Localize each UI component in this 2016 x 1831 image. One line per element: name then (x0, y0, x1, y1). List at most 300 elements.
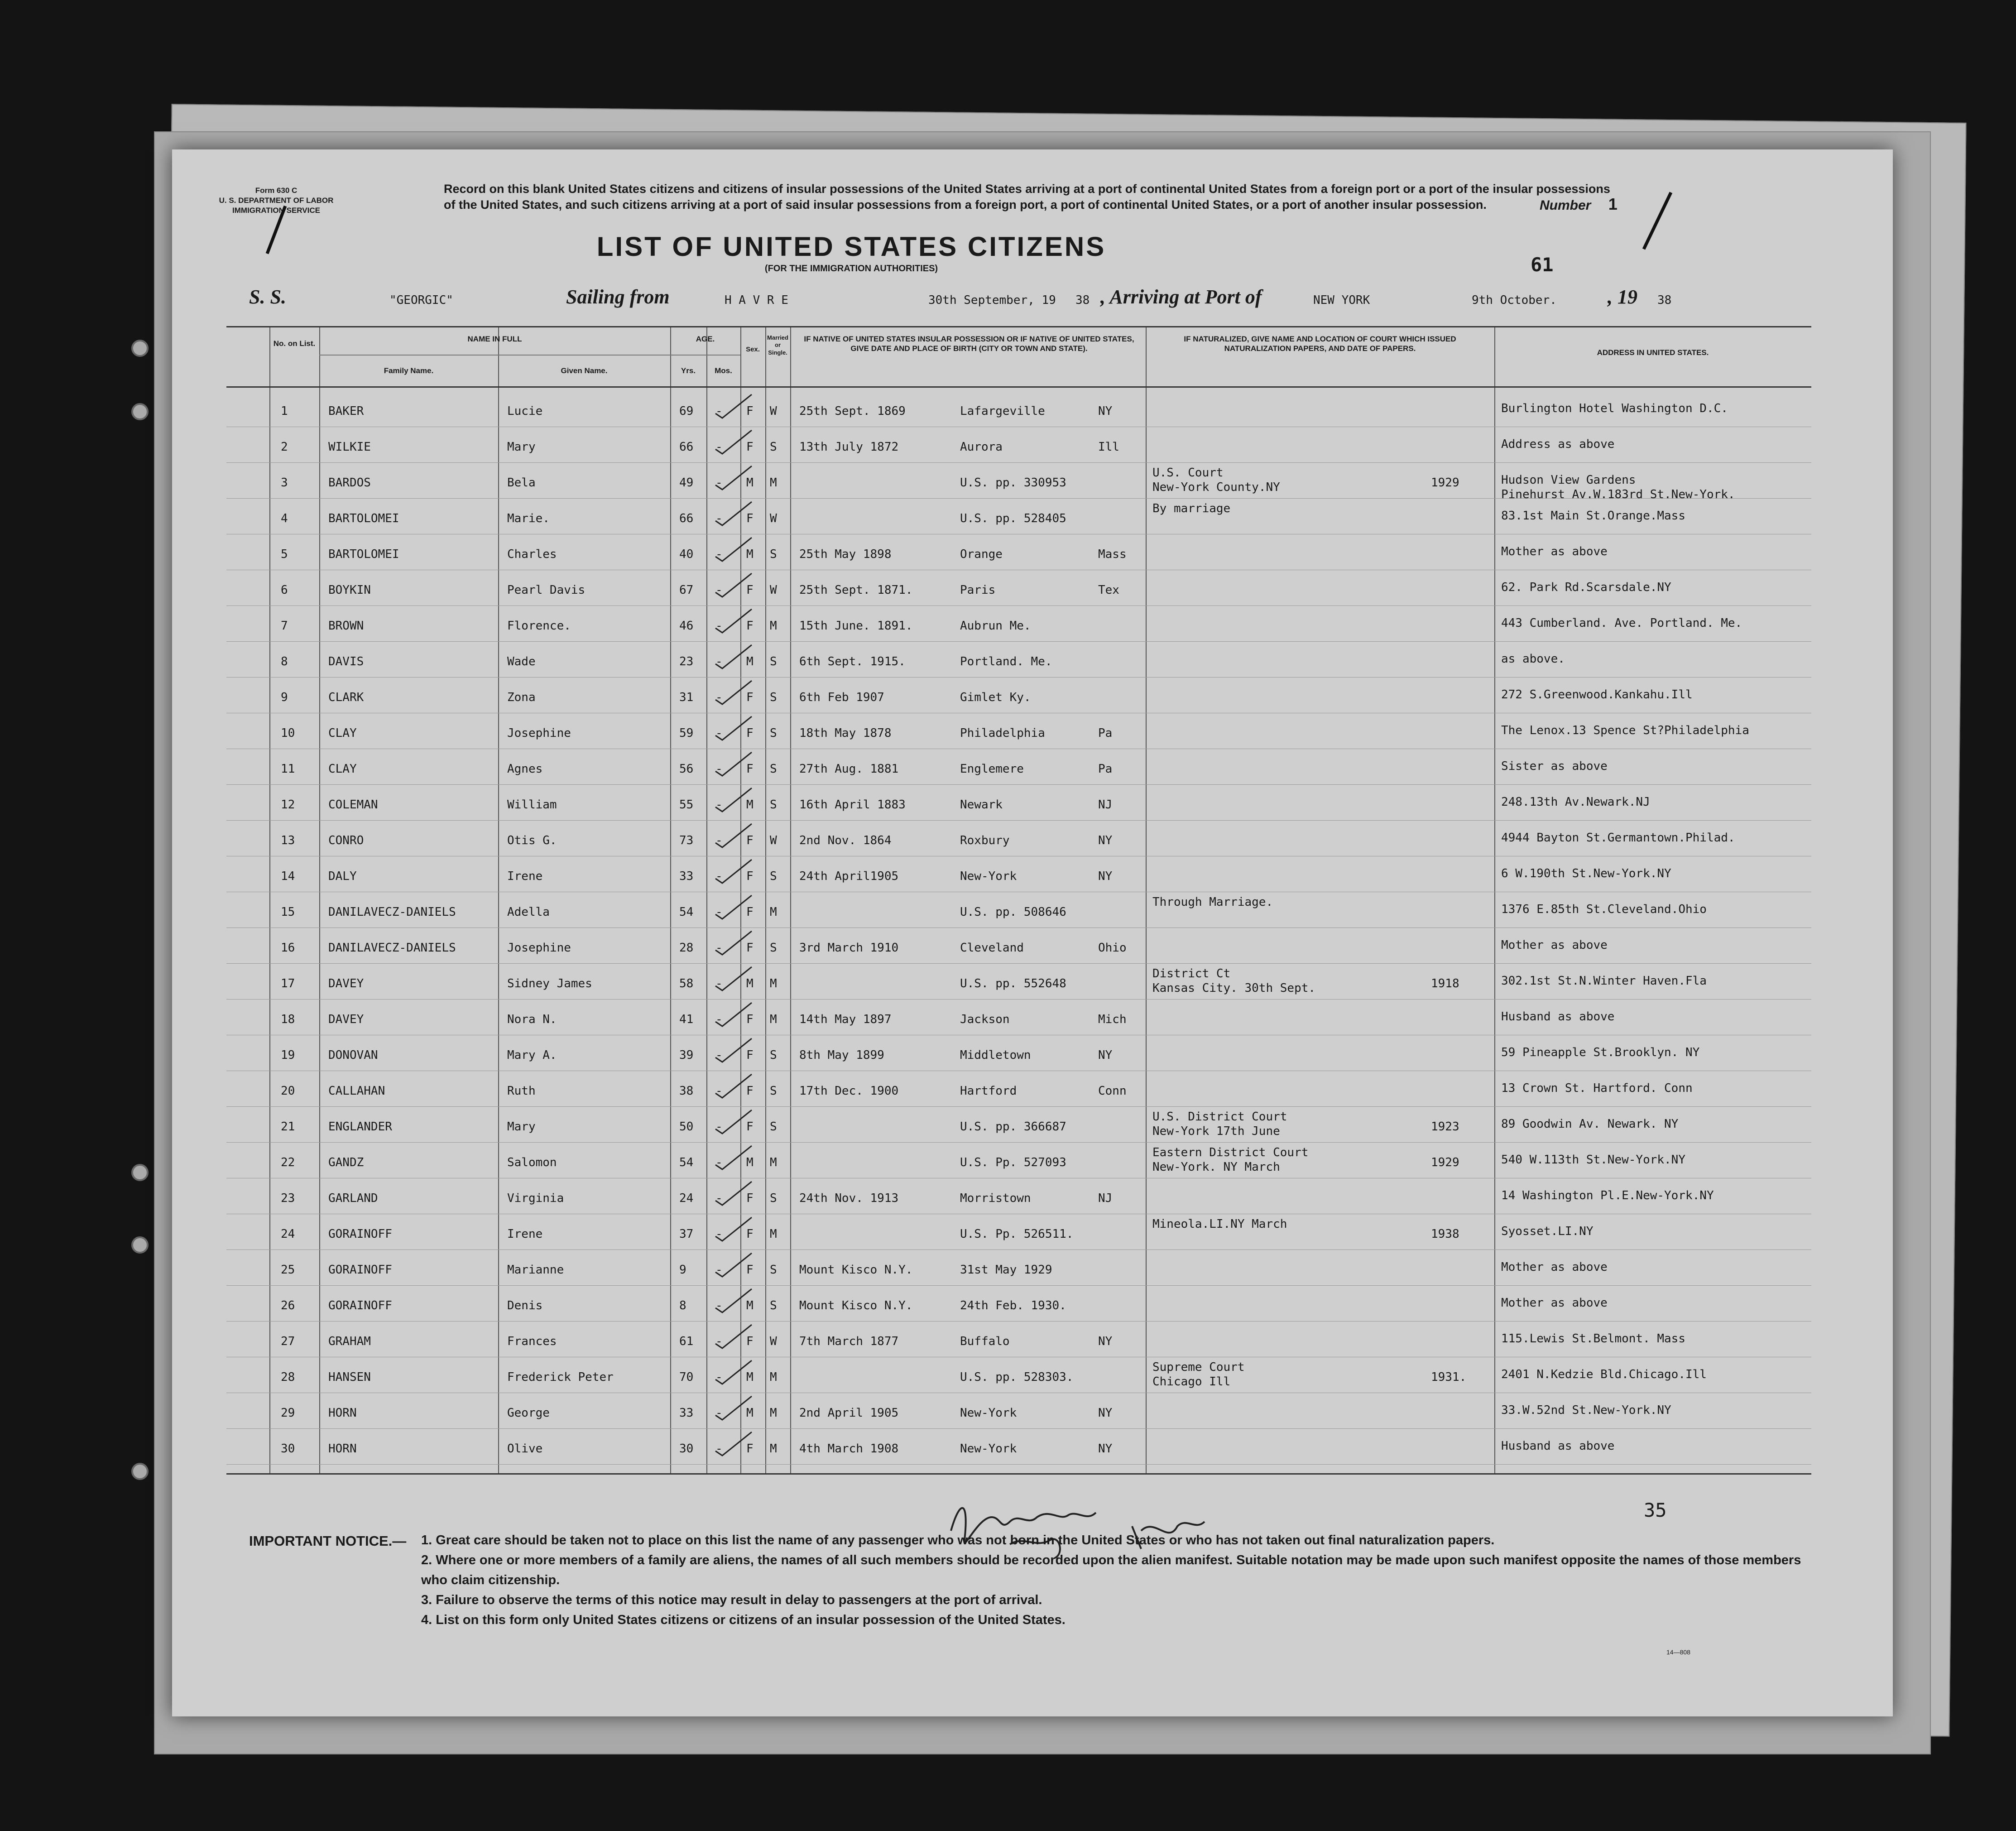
birth-date: Mount Kisco N.Y. (799, 1263, 913, 1277)
birth-place: Jackson (960, 1013, 1010, 1026)
address: 443 Cumberland. Ave. Portland. Me. (1501, 616, 1742, 630)
birth-date: 4th March 1908 (799, 1442, 899, 1456)
family-name: CALLAHAN (328, 1084, 385, 1098)
naturalization-court: U.S. Court (1152, 466, 1224, 480)
address: as above. (1501, 652, 1565, 666)
marital-status: S (770, 1192, 777, 1205)
sex: F (746, 870, 754, 883)
birth-place: Middletown (960, 1048, 1031, 1062)
marital-status: S (770, 548, 777, 561)
sex: M (746, 1370, 754, 1384)
birth-place: U.S. pp. 330953 (960, 476, 1066, 490)
naturalization-court: Mineola.LI.NY March (1152, 1217, 1287, 1231)
row-number: 11 (281, 762, 295, 776)
document-page (172, 149, 1893, 1716)
row-number: 22 (281, 1156, 295, 1169)
age-months: - (715, 1227, 723, 1241)
given-name: Zona (507, 691, 536, 704)
address: 33.W.52nd St.New-York.NY (1501, 1403, 1671, 1417)
number-field (1540, 195, 1618, 214)
age-years: 49 (679, 476, 694, 490)
birth-place: Orange (960, 548, 1003, 561)
given-name: Lucie (507, 404, 543, 418)
birth-place: Englemere (960, 762, 1024, 776)
address: 248.13th Av.Newark.NJ (1501, 795, 1650, 809)
row-number: 17 (281, 977, 295, 990)
sex: F (746, 1048, 754, 1062)
age-months: - (715, 1156, 723, 1169)
port-from: H A V R E (725, 293, 788, 307)
age-months: - (715, 1335, 723, 1348)
row-divider (226, 1321, 1811, 1322)
sex: M (746, 1406, 754, 1420)
birth-place: Lafargeville (960, 404, 1045, 418)
check-mark-icon (713, 999, 754, 1031)
birth-state: Ill (1098, 440, 1119, 454)
address: Syosset.LI.NY (1501, 1225, 1594, 1238)
sex: F (746, 1227, 754, 1241)
arriving-label: , Arriving at Port of (1100, 286, 1262, 308)
age-months: - (715, 762, 723, 776)
row-number: 7 (281, 619, 288, 633)
age-months: - (715, 1013, 723, 1026)
address: 302.1st St.N.Winter Haven.Fla (1501, 974, 1707, 988)
check-mark-icon (713, 391, 754, 423)
row-number: 12 (281, 798, 295, 812)
row-number: 5 (281, 548, 288, 561)
birth-place: U.S. Pp. 527093 (960, 1156, 1066, 1169)
check-mark-icon (713, 606, 754, 637)
age-years: 59 (679, 726, 694, 740)
header-married-single: Married or Single. (767, 334, 788, 356)
sex: F (746, 583, 754, 597)
age-years: 9 (679, 1263, 686, 1277)
family-name: HORN (328, 1406, 357, 1420)
birth-place: Newark (960, 798, 1003, 812)
address: Sister as above (1501, 759, 1608, 773)
age-months: - (715, 1192, 723, 1205)
check-mark-icon (713, 856, 754, 888)
year-label-to: , 19 (1608, 286, 1637, 308)
address: Husband as above (1501, 1010, 1615, 1024)
age-months: - (715, 1120, 723, 1134)
row-divider (226, 1428, 1811, 1429)
date-to: 9th October. (1472, 293, 1557, 307)
form-service: IMMIGRATION SERVICE (232, 206, 320, 215)
birth-state: Mich (1098, 1013, 1127, 1026)
age-years: 37 (679, 1227, 694, 1241)
sex: M (746, 655, 754, 668)
marital-status: M (770, 905, 777, 919)
row-number: 6 (281, 583, 288, 597)
naturalization-location: Kansas City. 30th Sept. (1152, 981, 1316, 995)
age-years: 33 (679, 1406, 694, 1420)
birth-place: Roxbury (960, 834, 1010, 847)
given-name: Frederick Peter (507, 1370, 614, 1384)
family-name: BARTOLOMEI (328, 548, 399, 561)
header-yrs: Yrs. (681, 366, 696, 375)
age-months: - (715, 1370, 723, 1384)
birth-date: 25th Sept. 1869 (799, 404, 906, 418)
sex: M (746, 1299, 754, 1312)
marital-status: M (770, 1370, 777, 1384)
family-name: WILKIE (328, 440, 371, 454)
age-years: 31 (679, 691, 694, 704)
birth-date: 24th Nov. 1913 (799, 1192, 899, 1205)
sex: F (746, 762, 754, 776)
family-name: DANILAVECZ-DANIELS (328, 941, 456, 955)
age-years: 23 (679, 655, 694, 668)
given-name: Pearl Davis (507, 583, 586, 597)
marital-status: M (770, 1442, 777, 1456)
naturalization-court: Eastern District Court (1152, 1146, 1309, 1159)
birth-state: NY (1098, 1335, 1113, 1348)
check-mark-icon (713, 1106, 754, 1138)
birth-state: Ohio (1098, 941, 1127, 955)
birth-state: NY (1098, 1406, 1113, 1420)
birth-place: Portland. Me. (960, 655, 1052, 668)
birth-state: NY (1098, 834, 1113, 847)
sex: F (746, 1120, 754, 1134)
address-line-2: Pinehurst Av.W.183rd St.New-York. (1501, 488, 1735, 501)
family-name: GORAINOFF (328, 1227, 392, 1241)
family-name: HANSEN (328, 1370, 371, 1384)
marital-status: S (770, 691, 777, 704)
header-family-name: Family Name. (384, 366, 434, 375)
marital-status: S (770, 655, 777, 668)
address: Mother as above (1501, 1296, 1608, 1310)
sex: F (746, 619, 754, 633)
given-name: Denis (507, 1299, 543, 1312)
birth-place: New-York (960, 1406, 1017, 1420)
birth-place: Paris (960, 583, 996, 597)
address: 59 Pineapple St.Brooklyn. NY (1501, 1046, 1700, 1059)
check-mark-icon (713, 534, 754, 566)
marital-status: W (770, 512, 777, 525)
age-months: - (715, 1442, 723, 1456)
row-number: 26 (281, 1299, 295, 1312)
page-number: 61 (1531, 254, 1554, 276)
punch-hole (131, 1164, 149, 1181)
age-months: - (715, 404, 723, 418)
marital-status: S (770, 1120, 777, 1134)
punch-hole (131, 403, 149, 420)
ship-name: "GEORGIC" (389, 293, 453, 307)
header-address: ADDRESS IN UNITED STATES. (1597, 348, 1709, 357)
address: 4944 Bayton St.Germantown.Philad. (1501, 831, 1735, 845)
age-years: 28 (679, 941, 694, 955)
check-mark-icon (713, 1035, 754, 1067)
row-divider (226, 999, 1811, 1000)
birth-date: 15th June. 1891. (799, 619, 913, 633)
row-number: 10 (281, 726, 295, 740)
birth-date: 17th Dec. 1900 (799, 1084, 899, 1098)
marital-status: M (770, 1227, 777, 1241)
age-years: 66 (679, 440, 694, 454)
address: 62. Park Rd.Scarsdale.NY (1501, 581, 1671, 594)
row-divider (226, 641, 1811, 642)
address: 115.Lewis St.Belmont. Mass (1501, 1332, 1685, 1346)
birth-state: NY (1098, 870, 1113, 883)
birth-place: Aurora (960, 440, 1003, 454)
birth-date: 6th Sept. 1915. (799, 655, 906, 668)
age-months: - (715, 512, 723, 525)
check-mark-icon (713, 1285, 754, 1317)
sex: F (746, 726, 754, 740)
header-naturalized: IF NATURALIZED, GIVE NAME AND LOCATION OF COURT WHICH ISSUED NATURALIZATION PAPERS, AND DATE OF PAPERS. (1184, 335, 1456, 353)
birth-state: Mass (1098, 548, 1127, 561)
age-years: 8 (679, 1299, 686, 1312)
age-years: 70 (679, 1370, 694, 1384)
family-name: BAKER (328, 404, 364, 418)
address: Husband as above (1501, 1439, 1615, 1453)
age-years: 39 (679, 1048, 694, 1062)
age-years: 50 (679, 1120, 694, 1134)
marital-status: M (770, 1406, 777, 1420)
check-mark-icon (713, 1321, 754, 1353)
age-months: - (715, 440, 723, 454)
address: 83.1st Main St.Orange.Mass (1501, 509, 1685, 523)
row-divider (226, 1142, 1811, 1143)
family-name: GARLAND (328, 1192, 378, 1205)
sex: F (746, 1192, 754, 1205)
age-months: - (715, 1084, 723, 1098)
family-name: DONOVAN (328, 1048, 378, 1062)
check-mark-icon (713, 820, 754, 852)
row-number: 1 (281, 404, 288, 418)
form-number: Form 630 C (255, 186, 298, 195)
naturalization-year: 1929 (1431, 1156, 1459, 1169)
row-number: 20 (281, 1084, 295, 1098)
row-number: 13 (281, 834, 295, 847)
age-months: - (715, 1263, 723, 1277)
marital-status: S (770, 726, 777, 740)
sex: F (746, 512, 754, 525)
naturalization-year: 1918 (1431, 977, 1459, 990)
notice-item: 3. Failure to observe the terms of this notice may result in delay to passengers at the port of arrival. (421, 1593, 1042, 1607)
marital-status: W (770, 404, 777, 418)
given-name: Marianne (507, 1263, 564, 1277)
voyage-line (249, 285, 1834, 312)
family-name: DALY (328, 870, 357, 883)
given-name: Irene (507, 1227, 543, 1241)
family-name: HORN (328, 1442, 357, 1456)
sex: F (746, 1442, 754, 1456)
row-divider (226, 963, 1811, 964)
check-mark-icon (713, 749, 754, 780)
row-number: 3 (281, 476, 288, 490)
age-years: 54 (679, 905, 694, 919)
age-years: 69 (679, 404, 694, 418)
sex: M (746, 977, 754, 990)
sex: F (746, 834, 754, 847)
address: 1376 E.85th St.Cleveland.Ohio (1501, 903, 1707, 916)
citizens-table (226, 326, 1811, 1475)
row-number: 27 (281, 1335, 295, 1348)
family-name: BROWN (328, 619, 364, 633)
age-months: - (715, 691, 723, 704)
check-mark-icon (713, 1214, 754, 1245)
age-months: - (715, 798, 723, 812)
row-divider (226, 677, 1811, 678)
family-name: DAVEY (328, 1013, 364, 1026)
check-mark-icon (713, 1428, 754, 1460)
family-name: BARTOLOMEI (328, 512, 399, 525)
given-name: Olive (507, 1442, 543, 1456)
family-name: BOYKIN (328, 583, 371, 597)
naturalization-year: 1929 (1431, 476, 1459, 490)
sex: F (746, 691, 754, 704)
row-number: 8 (281, 655, 288, 668)
marital-status: M (770, 619, 777, 633)
naturalization-court: By marriage (1152, 502, 1231, 515)
check-mark-icon (713, 1357, 754, 1389)
given-name: Salomon (507, 1156, 557, 1169)
age-years: 66 (679, 512, 694, 525)
age-years: 40 (679, 548, 694, 561)
check-mark-icon (713, 1178, 754, 1210)
page-title: LIST OF UNITED STATES CITIZENS (596, 231, 1106, 262)
age-years: 67 (679, 583, 694, 597)
family-name: ENGLANDER (328, 1120, 392, 1134)
family-name: CLARK (328, 691, 364, 704)
sex: M (746, 1156, 754, 1169)
row-number: 19 (281, 1048, 295, 1062)
given-name: Josephine (507, 726, 571, 740)
birth-state: NJ (1098, 798, 1113, 812)
row-number: 25 (281, 1263, 295, 1277)
age-years: 56 (679, 762, 694, 776)
address: Mother as above (1501, 1260, 1608, 1274)
age-months: - (715, 619, 723, 633)
marital-status: S (770, 941, 777, 955)
row-divider (226, 784, 1811, 785)
number-label: Number (1540, 198, 1591, 213)
marital-status: W (770, 834, 777, 847)
birth-date: 13th July 1872 (799, 440, 899, 454)
naturalization-year: 1923 (1431, 1120, 1459, 1134)
birth-date: Mount Kisco N.Y. (799, 1299, 913, 1312)
header-no-on-list: No. on List. (273, 339, 316, 348)
family-name: COLEMAN (328, 798, 378, 812)
family-name: DANILAVECZ-DANIELS (328, 905, 456, 919)
given-name: Wade (507, 655, 536, 668)
birth-date: 6th Feb 1907 (799, 691, 884, 704)
sex: F (746, 941, 754, 955)
punch-hole (131, 1236, 149, 1254)
check-mark-icon (713, 677, 754, 709)
naturalization-location: New-York County.NY (1152, 481, 1280, 494)
check-mark-icon (713, 427, 754, 458)
given-name: Ruth (507, 1084, 536, 1098)
birth-date: 27th Aug. 1881 (799, 762, 899, 776)
year-from: 38 (1075, 293, 1090, 307)
marital-status: M (770, 977, 777, 990)
year-to: 38 (1657, 293, 1672, 307)
family-name: CLAY (328, 762, 357, 776)
check-mark-icon (713, 713, 754, 745)
naturalization-year: 1931. (1431, 1370, 1467, 1384)
given-name: Bela (507, 476, 536, 490)
birth-state: Tex (1098, 583, 1119, 597)
family-name: DAVIS (328, 655, 364, 668)
birth-place: U.S. pp. 366687 (960, 1120, 1066, 1134)
sex: M (746, 548, 754, 561)
birth-place: Gimlet Ky. (960, 691, 1031, 704)
header-birth: IF NATIVE OF UNITED STATES INSULAR POSSESSION OR IF NATIVE OF UNITED STATES, GIVE DATE AND PLACE OF BIRTH (CITY OR TOWN AND STATE). (804, 335, 1134, 353)
row-divider (226, 1285, 1811, 1286)
given-name: Florence. (507, 619, 571, 633)
marital-status: S (770, 1263, 777, 1277)
naturalization-court: Through Marriage. (1152, 895, 1273, 909)
row-number: 15 (281, 905, 295, 919)
row-divider (226, 820, 1811, 821)
age-months: - (715, 726, 723, 740)
page-subtitle: (FOR THE IMMIGRATION AUTHORITIES) (764, 264, 938, 274)
birth-state: NY (1098, 1442, 1113, 1456)
row-number: 24 (281, 1227, 295, 1241)
check-mark-icon (713, 1071, 754, 1102)
birth-place: U.S. pp. 508646 (960, 905, 1066, 919)
age-years: 38 (679, 1084, 694, 1098)
birth-state: NJ (1098, 1192, 1113, 1205)
family-name: DAVEY (328, 977, 364, 990)
instructions: Record on this blank United States citizens and citizens of insular possessions of the United States arriving at a port of continental United States from a foreign port or a port of the insular possessions of the United States, and such citizens arriving at a port of said insular possessions from a foreign port, a port of continental United States, or a port of another insular possession. (444, 182, 1610, 212)
sex: F (746, 1263, 754, 1277)
marital-status: S (770, 762, 777, 776)
sex: F (746, 440, 754, 454)
sex: F (746, 1013, 754, 1026)
date-from: 30th September, 19 (928, 293, 1056, 307)
address: 13 Crown St. Hartford. Conn (1501, 1081, 1693, 1095)
address: Address as above (1501, 437, 1615, 451)
family-name: GANDZ (328, 1156, 364, 1169)
given-name: Frances (507, 1335, 557, 1348)
family-name: BARDOS (328, 476, 371, 490)
marital-status: S (770, 798, 777, 812)
notice-item: 4. List on this form only United States citizens or citizens of an insular possession of the United States. (421, 1613, 1066, 1627)
age-months: - (715, 548, 723, 561)
pen-mark (1635, 190, 1680, 254)
birth-date: 8th May 1899 (799, 1048, 884, 1062)
age-months: - (715, 655, 723, 668)
row-divider (226, 1106, 1811, 1107)
sex: F (746, 905, 754, 919)
row-number: 16 (281, 941, 295, 955)
sailing-label: Sailing from (566, 286, 670, 308)
check-mark-icon (713, 1393, 754, 1424)
address: 89 Goodwin Av. Newark. NY (1501, 1117, 1679, 1131)
birth-date: 25th May 1898 (799, 548, 892, 561)
age-years: 73 (679, 834, 694, 847)
ss-label: S. S. (249, 286, 286, 308)
age-years: 46 (679, 619, 694, 633)
naturalization-location: New-York 17th June (1152, 1125, 1280, 1138)
birth-date: 14th May 1897 (799, 1013, 892, 1026)
given-name: Mary (507, 440, 536, 454)
marital-status: S (770, 1299, 777, 1312)
age-months: - (715, 1406, 723, 1420)
birth-place: New-York (960, 1442, 1017, 1456)
age-months: - (715, 977, 723, 990)
punch-hole (131, 340, 149, 357)
birth-state: Pa (1098, 762, 1113, 776)
given-name: Charles (507, 548, 557, 561)
sex: M (746, 798, 754, 812)
address: 6 W.190th St.New-York.NY (1501, 867, 1671, 880)
given-name: Sidney James (507, 977, 592, 990)
notice-heading: IMPORTANT NOTICE.— (249, 1533, 407, 1549)
